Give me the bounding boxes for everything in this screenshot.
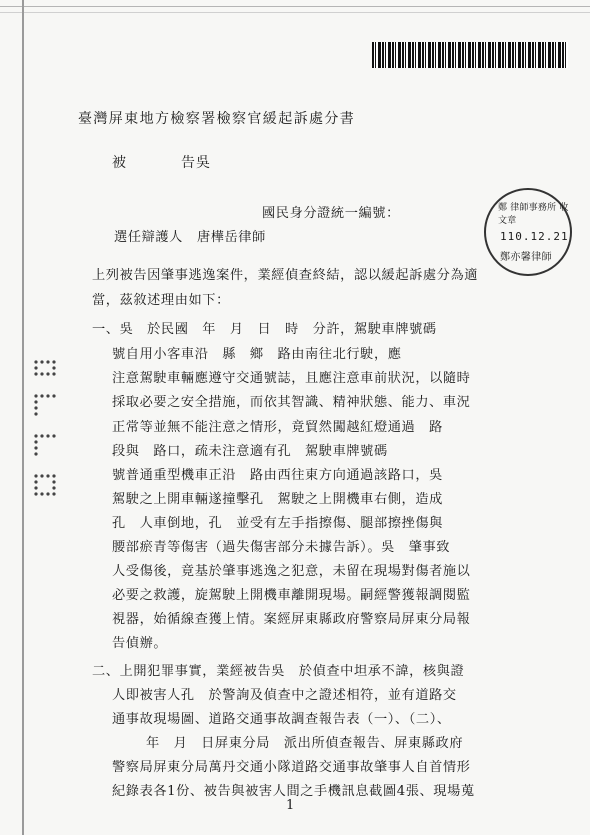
scan-edge-left xyxy=(22,0,24,835)
body-line: 採取必要之安全措施，而依其智識、精神狀態、能力、車況 xyxy=(112,395,471,410)
page-number: 1 xyxy=(286,798,295,813)
scan-edge-top-2 xyxy=(0,12,590,13)
stamp-lawyer: 鄭亦馨律師 xyxy=(500,252,552,263)
stamp-office: 鄭 律師事務所 收文章 xyxy=(498,203,569,226)
body-line: 號自用小客車沿 縣 鄉 路由南往北行駛，應 xyxy=(112,347,402,362)
body-line: 當，茲敘述理由如下： xyxy=(92,293,230,308)
body-line: 孔 人車倒地，孔 並受有左手指擦傷、腿部擦挫傷與 xyxy=(112,516,443,531)
body-line: 通事故現場圖、道路交通事故調查報告表（一）、（二）、 xyxy=(112,712,451,727)
body-line: 腰部瘀青等傷害（過失傷害部分未據告訴）。吳 肇事致 xyxy=(112,540,451,555)
body-line: 駕駛之上開車輛遂撞擊孔 駕駛之上開機車右側，造成 xyxy=(112,492,443,507)
scan-edge-top xyxy=(0,6,590,7)
body-line: 一、吳 於民國 年 月 日 時 分許，駕駛車牌號碼 xyxy=(92,322,437,337)
body-line: 人即被害人孔 於警詢及偵查中之證述相符，並有道路交 xyxy=(112,688,457,703)
body-line: 告偵辦。 xyxy=(112,636,168,651)
counsel-name: 唐樺岳律師 xyxy=(196,230,266,245)
body-line: 必要之救護，旋駕駛上開機車離開現場。嗣經警獲報調閱監 xyxy=(112,588,471,603)
received-stamp xyxy=(484,188,572,276)
body-line: 正常等並無不能注意之情形，竟貿然闖越紅燈通過 路 xyxy=(112,420,443,435)
counsel-line xyxy=(114,226,266,245)
body-line: 年 月 日屏東分局 派出所偵查報告、屏東縣政府 xyxy=(146,736,464,751)
id-number-label: 國民身分證統一編號： xyxy=(262,206,400,221)
body-line: 人受傷後，竟基於肇事逃逸之犯意，未留在現場對傷者施以 xyxy=(112,564,471,579)
defendant-label-2: 告 xyxy=(181,155,196,171)
defendant-line xyxy=(112,152,211,172)
body-line: 警察局屏東分局萬丹交通小隊道路交通事故肇事人自首情形 xyxy=(112,760,471,775)
defendant-label-1: 被 xyxy=(112,155,127,171)
body-line: 上列被告因肇事逃逸案件，業經偵查終結，認以緩起訴處分為適 xyxy=(92,268,479,283)
stamp-date: 110.12.21 xyxy=(500,230,569,243)
counsel-label: 選任辯護人 xyxy=(114,230,183,245)
body-line: 視器，始循線查獲上情。案經屏東縣政府警察局屏東分局報 xyxy=(112,612,471,627)
body-line: 二、上開犯罪事實，業經被告吳 於偵查中坦承不諱，核與證 xyxy=(92,664,465,679)
body-line: 紀錄表各1份、被告與被害人間之手機訊息截圖4張、現場蒐 xyxy=(112,784,475,799)
punch-hole-marks xyxy=(30,356,70,516)
body-line: 段與 路口，疏未注意適有孔 駕駛車牌號碼 xyxy=(112,444,388,459)
body-line: 號普通重型機車正沿 路由西往東方向通過該路口，吳 xyxy=(112,468,443,483)
barcode-image xyxy=(372,42,568,68)
document-title: 臺灣屏東地方檢察署檢察官緩起訴處分書 xyxy=(78,111,356,127)
body-line: 注意駕駛車輛應遵守交通號誌，且應注意車前狀況，以隨時 xyxy=(112,371,471,386)
defendant-name: 吳 xyxy=(196,155,211,171)
